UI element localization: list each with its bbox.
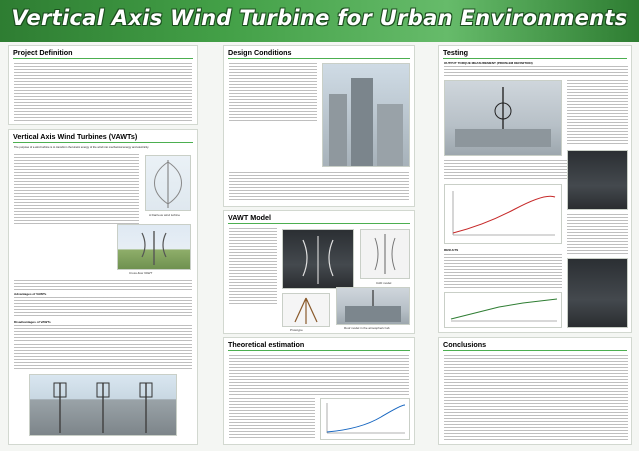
heading-rule [228, 350, 410, 351]
heading-rule [228, 58, 410, 59]
testing-heading: Testing [443, 48, 469, 57]
torque-chart-icon [445, 185, 561, 243]
cad-model-image [360, 229, 410, 279]
body-text [444, 355, 628, 441]
design-conditions-panel [223, 45, 415, 207]
street-turbine-image [29, 374, 177, 436]
title-banner [0, 0, 639, 42]
vawt-heading: Vertical Axis Wind Turbines (VAWTs) [13, 132, 138, 141]
power-curve-image [320, 398, 410, 440]
heading-rule [228, 223, 410, 224]
heading-rule [13, 142, 193, 143]
disadvantages-label: Disadvantages of VAWTs [14, 320, 51, 324]
theoretical-estimation-heading: Theoretical estimation [228, 340, 305, 349]
heading-rule [443, 350, 627, 351]
advantages-list [14, 297, 192, 317]
body-text [14, 344, 192, 370]
rendering-caption: Prototype [290, 328, 303, 332]
body-text [229, 398, 315, 438]
crossflow-caption: Cross-flow VAWT [129, 271, 153, 275]
results-label: RESULTS [444, 248, 459, 252]
results-chart-icon [445, 293, 561, 327]
project-definition-panel [8, 45, 198, 125]
cad-caption: CAD model [376, 281, 392, 285]
torque-setup-icon [445, 81, 561, 155]
body-text [444, 254, 562, 288]
torque-chart-image [444, 184, 562, 244]
rendering-image [282, 293, 330, 327]
darrieus-turbine-image [145, 155, 191, 211]
rendering-turbine-icon [283, 294, 329, 326]
crossflow-turbine-icon [118, 225, 190, 269]
urban-buildings-image [322, 63, 410, 167]
body-text [14, 154, 139, 224]
vawt-model-panel [223, 210, 415, 334]
conclusions-heading: Conclusions [443, 340, 487, 349]
disadvantages-list [14, 325, 192, 341]
cad-turbine-icon [361, 230, 409, 278]
darrieus-sketch-icon [146, 156, 190, 210]
poster-title: Vertical Axis Wind Turbine for Urban Environments [11, 6, 628, 30]
body-text [567, 80, 628, 146]
darrieus-caption: A Darrieus wind turbine [149, 213, 181, 217]
project-definition-heading: Project Definition [13, 48, 73, 57]
crossflow-turbine-image [117, 224, 191, 270]
testing-subheading: OUTPUT TORQUE MEASUREMENT (PROBLEM DEFINITION) [444, 61, 533, 65]
torque-setup-image [444, 80, 562, 156]
vawt-intro: The purpose of a wind turbine is to transform the kinetic energy of the wind into mechanical energy and electricity. [14, 146, 149, 149]
buildings-icon [323, 64, 409, 166]
heading-rule [13, 58, 193, 59]
body-text [14, 280, 192, 290]
prototype-turbine-icon [283, 230, 353, 288]
roof-model-icon [337, 288, 409, 324]
vawt-panel [8, 129, 198, 445]
street-turbines-icon [30, 375, 176, 435]
body-text [229, 63, 317, 123]
design-conditions-heading: Design Conditions [228, 48, 292, 57]
results-photo [567, 258, 628, 328]
vawt-model-heading: VAWT Model [228, 213, 271, 222]
theoretical-estimation-panel [223, 337, 415, 445]
power-curve-icon [321, 399, 409, 439]
prototype-photo [282, 229, 354, 289]
conclusions-panel [438, 337, 632, 445]
body-text [444, 66, 628, 76]
testing-panel [438, 45, 632, 333]
body-text [229, 172, 409, 202]
body-text [229, 355, 409, 395]
body-text [229, 228, 277, 304]
roof-model-caption: Roof model in the atmospheric lab [344, 326, 390, 330]
heading-rule [443, 58, 627, 59]
body-text [567, 214, 628, 254]
tunnel-photo [567, 150, 628, 210]
results-chart-image [444, 292, 562, 328]
body-text [14, 63, 192, 121]
roof-model-photo [336, 287, 410, 325]
advantages-label: Advantages of VAWTs [14, 292, 47, 296]
